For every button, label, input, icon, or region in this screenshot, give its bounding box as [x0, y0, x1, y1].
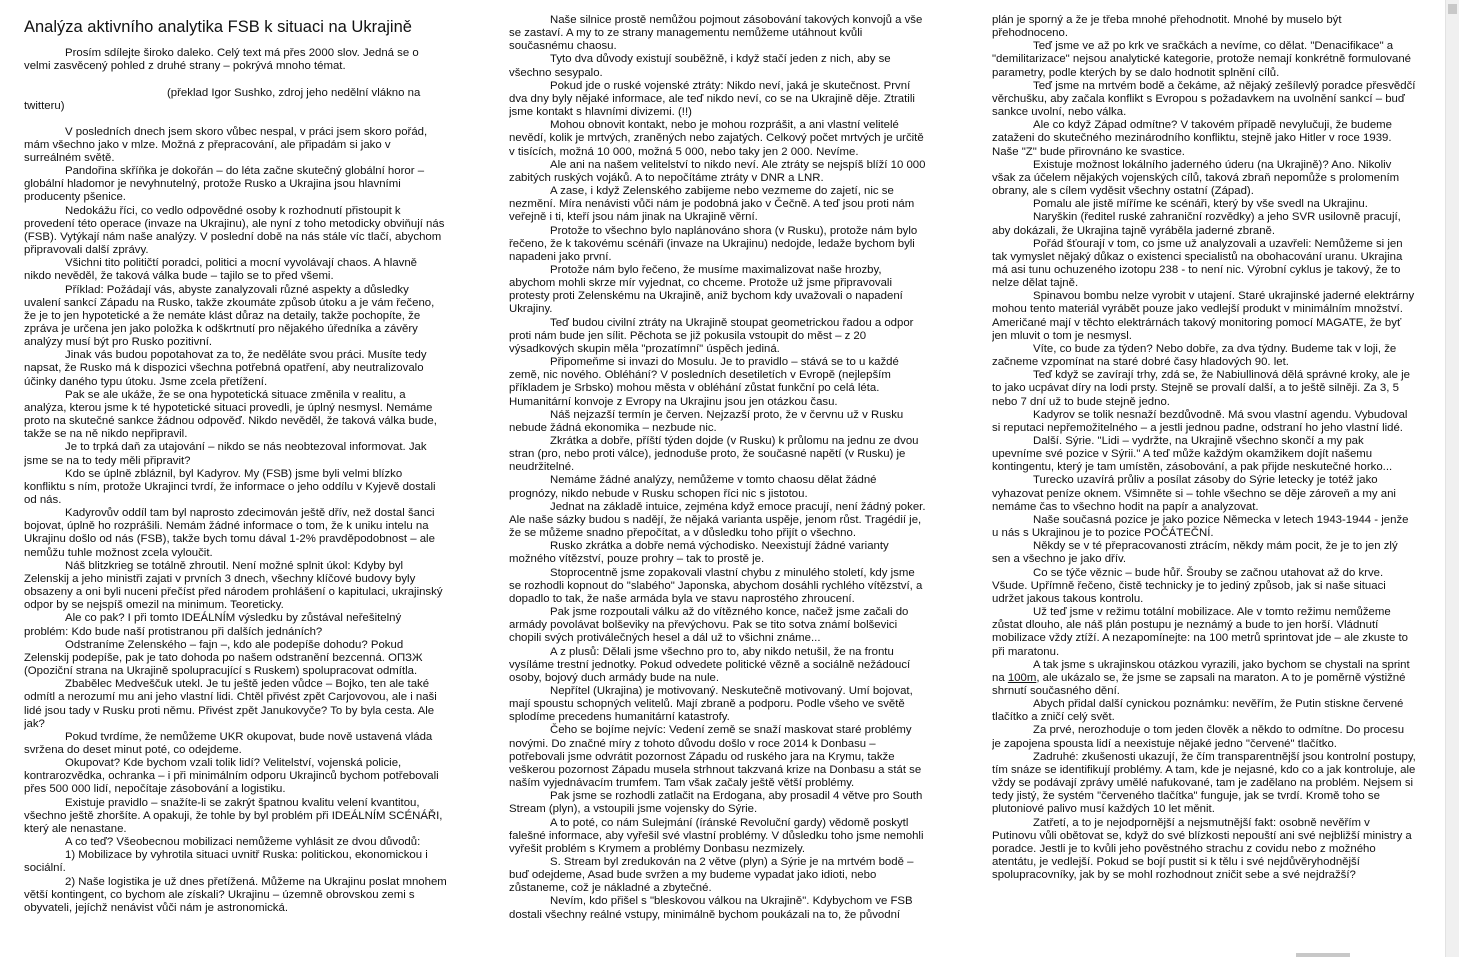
paragraph: Teď jsme na mrtvém bodě a čekáme, až nějaký zešílevlý poradce přesvědčí věrchušku, aby začala konflikt s Evropou s požadavkem na uvolnění sankcí – buď sankce uvolní, nebo válka.: [992, 79, 1416, 119]
paragraph: A zase, i když Zelenského zabijeme nebo vezmeme do zajetí, nic se nezmění. Míra nenávisti vůči nám je podobná jako v Čečně. A teď jsou proti nám veřejně i ti, kteří jsou nám jinak na Ukrajině věrní.: [509, 185, 915, 224]
paragraph: Teď když se zavírají trhy, zdá se, že Nabiullinová dělá správné kroky, ale je to jako ucpávat díry na lodi prsty. Stejně se provalí další, a to ještě silněji. Za 3, 5 nebo 7 dní už to bude stejně jedno.: [992, 369, 1410, 408]
paragraph: Je to trpká daň za utajování – nikdo se nás neobtezoval informovat. Jak jsme se na to tedy měli připravit?: [24, 441, 427, 467]
paragraph: Tyto dva důvody existují souběžně, i když stačí jeden z nich, aby se všechno sesypalo.: [509, 53, 891, 79]
paragraph: Nedokážu říci, co vedlo odpovědné osoby k rozhodnutí přistoupit k provedení této operace (invaze na Ukrajinu), ale nyní z toho metodicky obviňují nás (FSB). Vytýkají nám naše analýzy. V poslední době na nás stále víc tlačí, abychom připravovali další zprávy.: [24, 204, 445, 257]
paragraph: Prosím sdílejte široko daleko. Celý text má přes 2000 slov. Jedná se o velmi zasvěcený pohled z druhé strany – pokrývá mnoho témat.: [24, 47, 419, 73]
paragraph: Naryškin (ředitel ruské zahraniční rozvědky) a jeho SVR usilovně pracují, aby dokázali, že Ukrajina tajně vyráběla jaderné zbraně.: [992, 211, 1401, 237]
paragraph: Další. Sýrie. "Lidi – vydržte, na Ukrajině všechno skončí a my pak upevníme své pozice v Sýrii." A teď může každým okamžikem dojít našemu kontingentu, který je tam umístěn, zásobování, a pak přijde neskutečné horko...: [992, 435, 1393, 474]
document-title: Analýza aktivního analytika FSB k situaci na Ukrajině: [24, 18, 412, 36]
paragraph: Teď jsme ve až po krk ve sračkách a nevíme, co dělat. "Denacifikace" a "demilitarizace" nejsou analytické kategorie, protože nemají konkrétně formulované parametry, podle kterých by se dalo hodnotit splnění cílů.: [992, 40, 1412, 79]
column-3: [992, 14, 1416, 946]
paragraph: Náš blitzkrieg se totálně zhroutil. Není možné splnit úkol: Kdyby byl Zelenskij a jeho ministři zajati v prvních 3 dnech, všechny klíčové budovy byly obsazeny a oni byli nuceni přečíst před národem prohlášení o kapitulaci, ukrajinský odpor by se nejspíš omezil na minimum. Teoreticky.: [24, 559, 443, 612]
paragraph: Příklad: Požádají vás, abyste zanalyzovali různé aspekty a důsledky uvalení sankcí Západu na Rusko, takže zkoumáte způsob útoku a je vám řečeno, že je to jen hypotetické a že nemáte klást důraz na detaily, takže pochopíte, že zpráva je určena jen jako položka k odškrtnutí pro nějakého úředníka a závěry analýzy musí být pro Rusko pozitivní.: [24, 283, 435, 349]
paragraph: Naše současná pozice je jako pozice Německa v letech 1943-1944 - jenže u nás s Ukrajinou je to pozice POČÁTEČNÍ.: [992, 513, 1409, 540]
paragraph: Pokud jde o ruské vojenské ztráty: Nikdo neví, jaká je skutečnost. První dva dny byly nějaké informace, ale teď nikdo neví, co se na Ukrajině děje. Ztratili jsme kontakt s hlavními divizemi. (!!): [509, 79, 915, 119]
paragraph: Protože nám bylo řečeno, že musíme maximalizovat naše hrozby, abychom mohli skrze mír vyjednat, co chceme. Protože už jsme připravovali protesty proti Zelenskému na Ukrajině, aniž bychom kdy uvažovali o napadení Ukrajiny.: [509, 263, 903, 316]
paragraph: Nevím, kdo přišel s "bleskovou válkou na Ukrajině". Kdybychom ve FSB dostali všechny reálné vstupy, minimálně bychom poukázali na to, že původní: [509, 895, 913, 921]
paragraph: Jednat na základě intuice, zejména když emoce pracují, není žádný poker. Ale naše sázky budou s nadějí, že nějaká varianta uspěje, jenom růst. Tragédií je, že se můžeme snadno přepočítat, a v důsledku toho přijít o všechno.: [509, 500, 926, 540]
paragraph: A z plusů: Dělali jsme všechno pro to, aby nikdo netušil, že na frontu vysíláme trestní jednotky. Pokud odvedete politické vězně a sociálně nežádoucí osoby, bojový duch armády bude na nule.: [509, 645, 911, 684]
paragraph: Zatřetí, a to je nejodpornější a nejsmutnější fakt: osobně nevěřím v Putinovu vůli obětovat se, když do své blízkosti nepouští ani své nejbližší ministry a poradce. Jestli je to kvůli jeho pověstného strachu z covidu nebo z možného atentátu, je vedlejší. Pokud se bojí pustit si k tělu i své nejdůvěryhodnější spolupracovníky, jak by se mohl rozhodnout zničit sebe a své nejdražší?: [992, 816, 1412, 882]
paragraph: Abych přidal další cynickou poznámku: nevěřím, že Putin stiskne červené tlačítko a zničí celý svět.: [992, 698, 1404, 724]
paragraph: A co teď? Všeobecnou mobilizaci nemůžeme vyhlásit ze dvou důvodů:: [65, 836, 421, 849]
paragraph: plán je sporný a že je třeba mnohé přehodnotit. Mnohé by muselo být přehodnoceno.: [992, 14, 1342, 40]
paragraph: Náš nejzazší termín je červen. Nejzazší proto, že v červnu už v Rusku nebude žádná ekonomika – nezbude nic.: [509, 408, 904, 434]
paragraph: Ale co když Západ odmítne? V takovém případě nevylučuji, že budeme zataženi do skutečného mezinárodního konfliktu, stejně jako Hitler v roce 1939. Naše "Z" bude přirovnáno ke svastice.: [992, 119, 1393, 158]
paragraph: Existuje pravidlo – snažíte-li se zakrýt špatnou kvalitu velení kvantitou, všechno ještě zhoršíte. A opakuji, že tohle by byl problém při IDEÁLNÍM SCÉNÁŘI, který ale nenastane.: [24, 796, 443, 835]
paragraph: Nemáme žádné analýzy, nemůžeme v tomto chaosu dělat žádné prognózy, nikdo nebude v Rusku schopen říci nic s jistotou.: [509, 474, 877, 500]
paragraph: Odstraníme Zelenského – fajn –, kdo ale podepíše dohodu? Pokud Zelenskij podepíše, pak je tato dohoda po našem odstranění bezcenná. ОПЗЖ (Opoziční strana na Ukrajině spolupracující s Ruskem) spolupracovat odmítla.: [24, 638, 423, 678]
paragraph: Rusko zkrátka a dobře nemá východisko. Neexistují žádné varianty možného vítězství, pouze prohry – tak to prostě je.: [509, 540, 889, 566]
paragraph: Ale ani na našem velitelství to nikdo neví. Ale ztráty se nejspíš blíží 10 000 zabitých ruských vojáků. A to nepočítáme ztráty v DNR a LNR.: [509, 158, 926, 184]
paragraph: Existuje možnost lokálního jaderného úderu (na Ukrajině)? Ano. Nikoliv však za účelem nějakých vojenských cílů, taková zbraň nepomůže s prolomením obrany, ale s cílem vyděsit všechny ostatní (Západ).: [992, 158, 1400, 198]
paragraph: Pokud tvrdíme, že nemůžeme UKR okupovat, bude nově ustavená vláda svržena do deset minut poté, co odejdeme.: [24, 730, 433, 756]
paragraph: Pak jsme rozpoutali válku až do vítězného konce, načež jsme začali do armády povolávat bolševiky na převýchovu. Pak se tito sotva známí bolševici chopili svých protiválečných hesel a dál už to všichni známe...: [509, 606, 909, 645]
paragraph: (překlad Igor Sushko, zdroj jeho nedělní vlákno na twitteru): [24, 87, 421, 113]
paragraph: A to poté, co nám Sulejmání (íránské Revoluční gardy) vědomě poskytl falešné informace, aby vyřešil své vlastní problémy. V důsledku toho jsme nemohli vyřešit problém s Krymem a problémy Donbasu nezmizely.: [509, 816, 924, 855]
paragraph: Turecko uzavírá průliv a posílat zásoby do Sýrie letecky je totéž jako vyhazovat peníze oknem. Všimněte si – tohle všechno se děje zároveň a my ani nemáme čas to všechno hodit na papír a analyzovat.: [992, 474, 1396, 513]
paragraph: Mohou obnovit kontakt, nebo je mohou rozprášit, a ani vlastní velitelé nevědí, kolik je mrtvých, zraněných nebo zajatých. Celkový počet mrtvých je určitě v tisících, možná 10 000, možná 5 000, nebo taky jen 2 000. Nevíme.: [509, 119, 924, 158]
column-2: [509, 14, 928, 946]
paragraph: Všichni tito političtí poradci, politici a mocní vyvolávají chaos. A hlavně nikdo nevěděl, že taková válka bude – tajilo se to před všemi.: [24, 257, 418, 283]
paragraph: Víte, co bude za týden? Nebo dobře, za dva týdny. Budeme tak v loji, že začneme vzpomínat na staré dobré časy hladových 90. let.: [992, 342, 1397, 369]
paragraph: 2) Naše logistika je už dnes přetížená. Můžeme na Ukrajinu poslat mnohem větší kontingent, co bychom ale získali? Ukrajinu – územně obrovskou zemi s obyvateli, jejíchž nenávist vůči nám je astronomická.: [24, 875, 447, 914]
paragraph: Naše silnice prostě nemůžou pojmout zásobování takových konvojů a vše se zastaví. A my to ze strany managementu nemůžeme utáhnout kvůli současnému chaosu.: [509, 14, 923, 53]
column-1: [24, 14, 447, 946]
paragraph-sprint: [992, 659, 1416, 698]
horizontal-scrollbar-thumb[interactable]: [1296, 953, 1350, 957]
paragraph: Protože to všechno bylo naplánováno shora (v Rusku), protože nám bylo řečeno, že k takovému scénáři (invaze na Ukrajinu) nedojde, ledaže bychom byli napadeni jako první.: [509, 224, 918, 263]
paragraph: Stoprocentně jsme zopakovali vlastní chybu z minulého století, kdy jsme se rozhodli kopnout do "slabého" Japonska, abychom dosáhli rychlého vítězství, a dopadlo to tak, že naše armáda byla ve stavu naprostého zhroucení.: [509, 566, 923, 605]
paragraph: Kadyrov se tolik nesnaží bezdůvodně. Má svou vlastní agendu. Vybudoval si reputaci nepřemožitelného – a jestli jednou padne, odstraní ho jeho vlastní lidé.: [992, 408, 1408, 434]
underlined-word: 100m: [1007, 671, 1037, 684]
paragraph: Kdo se úplně zbláznil, byl Kadyrov. My (FSB) jsme byli velmi blízko konfliktu s ním, protože Ukrajinci tvrdí, že informace o jeho oddílu v Kyjevě dostali od nás.: [24, 467, 436, 506]
paragraph: Okupovat? Kde bychom vzali tolik lidí? Velitelství, vojenská policie, kontrarozvědka, ochranka – i při minimálním odporu Ukrajinců bychom potřebovali přes 500 000 lidí, nepočítaje zásobování a logistiku.: [24, 757, 439, 796]
paragraph: Připomeňme si invazi do Mosulu. Je to pravidlo – stává se to u každé země, nic nového. Obléhání? V posledních desetiletích v Evropě (nejlepším příkladem je Srbsko) mohou města v obléhání zůstat funkční po celá léta. Humanitární konvoje z Evropy na Ukrajinu jsou jen otázkou času.: [509, 356, 899, 408]
paragraph: V posledních dnech jsem skoro vůbec nespal, v práci jsem skoro pořád, mám všechno jako v mlze. Možná z přepracování, ale připadám si jako v surreálném světě.: [24, 125, 428, 164]
paragraph: Co se týče věznic – bude hůř. Šrouby se začnou utahovat až do krve. Všude. Upřímně řečeno, čistě technicky je to jediný způsob, jak si naše situaci udržet jakous takous kontrolu.: [992, 566, 1386, 605]
paragraph: Kadyrovův oddíl tam byl naprosto zdecimován ještě dřív, než dostal šanci bojovat, úplně ho rozprášili. Nemám žádné informace o tom, že k uniku intelu na Ukrajinu došlo od nás (FSB), takže bych tomu dával 1-2% pravděpodobnost – ale nemůžu tuhle možnost zcela vyloučit.: [24, 507, 435, 559]
paragraph: Za prvé, nerozhoduje o tom jeden člověk a někdo to odmítne. Do procesu je zapojena spousta lidí a neexistuje nějaké jedno "červené" tlačítko.: [992, 724, 1405, 750]
paragraph: Zadruhé: zkušenosti ukazují, že čím transparentnější jsou kontrolní postupy, tím snáze se identifikují problémy. A tam, kde je nejasné, kdo co a jak kontroluje, ale vždy se podávají zprávy umělé nafukované, tam je zadělano na problém. Nejsem si tedy jistý, že systém "červeného tlačítka" funguje, jak se tvrdí. Kromě toho se plutoniové palivo musí každých 10 let měnit.: [992, 750, 1416, 816]
text-run: A tak jsme s ukrajinskou otázkou vyrazili, jako bychom se chystali na sprint na: [992, 658, 1410, 684]
paragraph: Zkrátka a dobře, příští týden dojde (v Rusku) k průlomu na jednu ze dvou stran (pro, nebo proti válce), jednoduše proto, že současné napětí (v Rusku) je neudržitelné.: [509, 435, 919, 474]
paragraph: Pomalu ale jistě míříme ke scénáři, který by vše svedl na Ukrajinu.: [1033, 198, 1368, 211]
paragraph: 1) Mobilizace by vyhrotila situaci uvnitř Ruska: politickou, ekonomickou i sociální.: [24, 849, 428, 875]
paragraph: Spinavou bombu nelze vyrobit v utajení. Staré ukrajinské jaderné elektrárny mohou tento materiál vyrábět pouze jako vedlejší produkt v minimálním množství. Američané mají v těchto elektrárnách takový monitoring pomocí MAGATE, že byť jen mluvit o tom je nesmysl.: [992, 290, 1415, 342]
paragraph: Někdy se v té přepracovanosti ztrácím, někdy mám pocit, že je to jen zlý sen a všechno je jako dřív.: [992, 540, 1398, 566]
paragraph: Teď budou civilní ztráty na Ukrajině stoupat geometrickou řadou a odpor proti nám bude jen sílit. Pěchota se již pokusila vstoupit do měst – z 20 výsadkových skupin měla "prozatímní" úspěch jediná.: [509, 316, 914, 355]
vertical-scrollbar[interactable]: [1445, 0, 1459, 957]
paragraph: Pořád šťourají v tom, co jsme už analyzovali a uzavřeli: Nemůžeme si jen tak vymyslet nějaký důkaz o existenci specialistů na obohacování uranu. Ukrajina má asi tunu ochuzeného izotopu 238 - to není nic. Výrobní cyklus je takový, že to nelze dělat tajně.: [992, 237, 1403, 290]
paragraph: Nepřítel (Ukrajina) je motivovaný. Neskutečně motivovaný. Umí bojovat, mají spoustu schopných velitelů. Mají zbraně a podporu. Podle všeho ve světě splodíme precedens humanitární katastrofy.: [509, 684, 913, 724]
paragraph: Už teď jsme v režimu totální mobilizace. Ale v tomto režimu nemůžeme zůstat dlouho, ale náš plán postupu je neznámý a bude to jen horší. Vládnutí mobilizace vždy ztíží. A nezapomínejte: na 100 metrů sprintovat jde – ale zkuste to při maratonu.: [992, 606, 1408, 658]
paragraph: Čeho se bojíme nejvíc: Vedení země se snaží maskovat staré problémy novými. Do značné míry z tohoto důvodu došlo v roce 2014 k Donbasu – potřebovali jsme odvrátit pozornost Západu od ruského jara na Krymu, takže veškerou pozornost Západu musela strhnout takzvaná krize na Donbasu a stát se naším vyjednávacím trumfem. Tam však začaly ještě větší problémy.: [509, 724, 922, 790]
paragraph: Pandořina skříňka je dokořán – do léta začne skutečný globální horor – globální hladomor je nevyhnutelný, protože Rusko a Ukrajina jsou hlavními producenty pšenice.: [24, 165, 425, 204]
scrollbar-thumb[interactable]: [1448, 4, 1457, 14]
paragraph: Jinak vás budou popotahovat za to, že neděláte svou práci. Musíte tedy napsat, že Rusko má k dispozici všechna potřebná opatření, aby neutralizovalo účinky daného typu útoku. Jsme zcela přetížení.: [24, 349, 427, 388]
paragraph: Ale co pak? I při tomto IDEÁLNÍM výsledku by zůstával neřešitelný problém: Kdo bude naší protistranou při dalších jednáních?: [24, 612, 402, 638]
paragraph: Pak jsme se rozhodli zatlačit na Erdogana, aby prosadil 4 větve pro South Stream (plyn), a vstoupili jsme vojensky do Sýrie.: [509, 790, 923, 816]
paragraph: Pak se ale ukáže, že se ona hypotetická situace změnila v realitu, a analýza, kterou jsme k té hypotetické situaci provedli, je úplný nesmysl. Nemáme proto na skutečné sankce žádnou odpověď. Nikdo nevěděl, že taková válka bude, takže se na ně nikdo nepřipravil.: [24, 388, 437, 441]
text-run: , ale ukázalo se, že jsme se zapsali na maraton. A to je poměrně výstižné shrnutí současného dění.: [992, 671, 1406, 697]
paragraph: Zbabělec Medveščuk utekl. Je tu ještě jeden vůdce – Bojko, ten ale také odmítl a nerozumí mu ani jeho vlastní lidi. Chtěl přivést zpět Carjovovou, ale i naši lidé jsou tady v Rusku proti němu. Přivést zpět Janukovyče? To by byla cesta. Ale jak?: [24, 678, 437, 730]
paragraph: S. Stream byl zredukován na 2 větve (plyn) a Sýrie je na mrtvém bodě – buď odejdeme, Asad bude svržen a my budeme vypadat jako idioti, nebo zůstaneme, což je nákladné a zbytečné.: [509, 856, 914, 895]
